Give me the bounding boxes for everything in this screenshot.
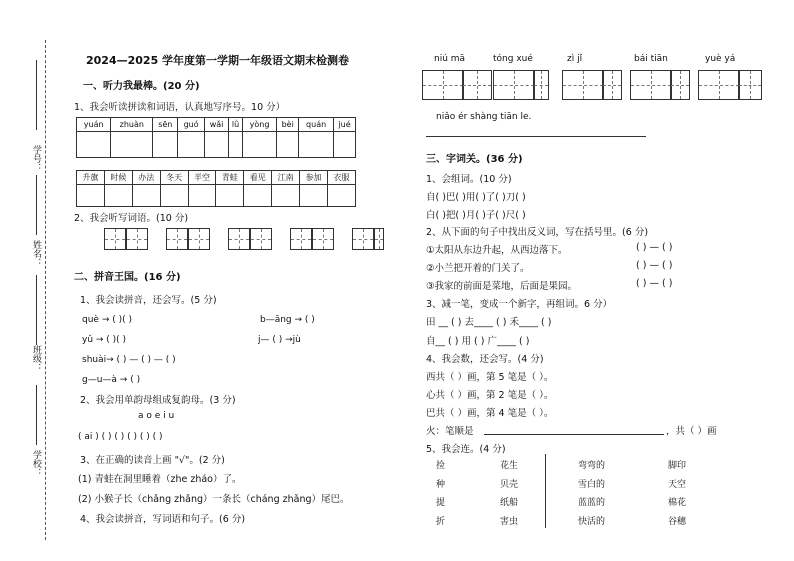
school-line (36, 385, 37, 445)
stroke-order-line[interactable] (484, 434, 664, 435)
vowel-answer-row: ( ai ) ( ) ( ) ( ) ( ) ( ) (78, 432, 163, 442)
word-cell: 衣服 (328, 171, 356, 185)
match-item[interactable]: 纸船 (500, 498, 519, 508)
class-label: 班级： (31, 345, 41, 372)
antonym-sentence-1: ①太阳从东边升起，从西边落下。 (426, 245, 568, 256)
match-item[interactable]: 快活的 (578, 516, 606, 527)
match-item[interactable]: 贝壳 (500, 479, 519, 490)
writing-box-b1[interactable] (493, 70, 535, 100)
writing-box-b2[interactable] (533, 70, 549, 100)
answer-cell[interactable] (132, 185, 160, 207)
binding-dash-line (45, 40, 46, 540)
word-group-row-2: 白( )把( )月( )子( )尺( ) (426, 210, 526, 221)
answer-cell[interactable] (229, 132, 243, 158)
match-item[interactable]: 种 (436, 479, 446, 490)
match-item[interactable]: 害虫 (500, 516, 519, 527)
match-item[interactable]: 天空 (668, 479, 687, 490)
q3-4-prompt: 4、我会数，还会写。(4 分) (426, 354, 544, 365)
word-cell: 半空 (188, 171, 216, 185)
pinyin-word-4: bái tiān (634, 54, 668, 64)
writing-box-e2[interactable] (738, 70, 762, 100)
answer-cell[interactable] (153, 132, 178, 158)
match-item[interactable]: 蓝蓝的 (578, 498, 606, 508)
q2-3-item-2: (2) 小猴子长（chǎng zhǎng）一条长（cháng zhǎng）尾巴。 (78, 494, 350, 505)
answer-cell[interactable] (160, 185, 188, 207)
q2-1-prompt: 1、我会读拼音，还会写。(5 分) (80, 295, 217, 306)
answer-cell[interactable] (104, 185, 132, 207)
match-col-1 (436, 457, 445, 531)
antonym-answer-2: ( ) — ( ) (636, 260, 673, 271)
stroke-remove-row-1: 田 __ ( ) 去____ ( ) 禾____ ( ) (426, 317, 552, 328)
word-cell: 青蛙 (216, 171, 244, 185)
match-item[interactable]: 脚印 (668, 461, 687, 471)
pinyin-sentence: niǎo ér shàng tiān le. (436, 112, 532, 122)
school-label: 学校： (31, 450, 41, 477)
answer-cell[interactable] (299, 132, 334, 158)
answer-cell[interactable] (272, 185, 300, 207)
vowel-list: a o e i u (138, 411, 175, 421)
match-item[interactable]: 花生 (500, 461, 519, 471)
pinyin-cell: wǎi (204, 118, 228, 132)
section-1-heading: 一、听力我最棒。(20 分) (83, 81, 200, 92)
pinyin-table (76, 117, 356, 158)
match-item[interactable]: 弯弯的 (578, 461, 606, 471)
word-cell: 办法 (132, 171, 160, 185)
word-group-row-1: 自( )巴( )用( )了( )刀( ) (426, 192, 526, 203)
match-item[interactable]: 谷穗 (668, 516, 687, 527)
match-item[interactable]: 雪白的 (578, 479, 606, 490)
pinyin-cell: zhuàn (111, 118, 153, 132)
word-cell: 看见 (244, 171, 272, 185)
pinyin-cell: guó (178, 118, 205, 132)
stroke-order-count: ，共（ ）画 (666, 426, 717, 437)
writing-box-d2[interactable] (670, 70, 690, 100)
writing-box-2[interactable] (166, 228, 210, 250)
answer-cell[interactable] (77, 185, 105, 207)
sentence-answer-line[interactable] (426, 136, 646, 137)
match-col-3 (578, 457, 605, 531)
pinyin-cell: yuán (77, 118, 111, 132)
pinyin-item-3: yǔ → ( )( ) (82, 335, 127, 345)
antonym-sentence-3: ③我家的前面是菜地，后面是果园。 (426, 281, 578, 292)
writing-box-4[interactable] (290, 228, 334, 250)
antonym-answer-1: ( ) — ( ) (636, 242, 673, 253)
match-item[interactable]: 提 (436, 498, 446, 508)
match-col-4 (668, 457, 686, 531)
stroke-count-1: 西共（ ）画，第 5 笔是（ ）。 (426, 372, 554, 383)
answer-cell[interactable] (111, 132, 153, 158)
pinyin-cell: yòng (242, 118, 276, 132)
pinyin-item-2: b—āng → ( ) (260, 315, 315, 325)
pinyin-cell: sēn (153, 118, 178, 132)
match-item[interactable]: 捡 (436, 461, 446, 471)
q2-2-prompt: 2、我会用单韵母组成复韵母。(3 分) (80, 395, 236, 406)
binding-strip (0, 0, 60, 561)
writing-box-3[interactable] (228, 228, 272, 250)
writing-box-5[interactable] (352, 228, 384, 250)
writing-box-c2[interactable] (602, 70, 622, 100)
answer-cell[interactable] (216, 185, 244, 207)
pinyin-word-1: niú mā (434, 54, 466, 64)
pinyin-item-5: shuài→ ( ) — ( ) — ( ) (82, 355, 176, 365)
section-3-heading: 三、字词关。(36 分) (426, 154, 523, 165)
answer-cell[interactable] (242, 132, 276, 158)
name-label: 姓名： (31, 240, 41, 267)
page-title: 2024—2025 学年度第一学期一年级语文期末检测卷 (86, 54, 350, 67)
writing-box-e1[interactable] (698, 70, 740, 100)
pinyin-cell: jué (334, 118, 356, 132)
writing-box-1[interactable] (104, 228, 148, 250)
pinyin-word-5: yuè yá (705, 54, 736, 64)
match-divider (545, 454, 546, 528)
writing-box-a2[interactable] (462, 70, 492, 100)
answer-cell[interactable] (277, 132, 299, 158)
q3-5-prompt: 5、我会连。(4 分) (426, 444, 506, 455)
class-line (36, 275, 37, 345)
q2-4-prompt: 4、我会读拼音，写词语和句子。(6 分) (80, 514, 246, 525)
writing-box-d1[interactable] (630, 70, 672, 100)
answer-cell[interactable] (300, 185, 328, 207)
stroke-count-3: 巴共（ ）画，第 4 笔是（ ）。 (426, 408, 554, 419)
antonym-sentence-2: ②小兰把开着的门关了。 (426, 263, 530, 274)
answer-cell[interactable] (188, 185, 216, 207)
stroke-count-2: 心共（ ）画，第 2 笔是（ ）。 (426, 390, 554, 401)
pinyin-cell: bèi (277, 118, 299, 132)
word-cell: 升旗 (77, 171, 105, 185)
word-cell: 冬天 (160, 171, 188, 185)
writing-box-c1[interactable] (562, 70, 604, 100)
word-cell: 参加 (300, 171, 328, 185)
writing-box-a1[interactable] (422, 70, 464, 100)
id-line (36, 60, 37, 130)
answer-cell[interactable] (77, 132, 111, 158)
q1-2-prompt: 2、我会听写词语。(10 分) (74, 213, 189, 224)
answer-cell[interactable] (178, 132, 205, 158)
id-label: 学号： (31, 145, 41, 172)
word-table (76, 170, 356, 207)
pinyin-word-3: zì jǐ (567, 54, 583, 64)
pinyin-item-1: què → ( )( ) (82, 315, 132, 325)
match-item[interactable]: 棉花 (668, 498, 687, 508)
word-cell: 时候 (104, 171, 132, 185)
q3-2-prompt: 2、从下面的句子中找出反义词，写在括号里。(6 分) (426, 227, 649, 238)
section-2-heading: 二、拼音王国。(16 分) (74, 272, 181, 283)
stroke-remove-row-2: 自__ ( ) 用 ( ) 广____ ( ) (426, 336, 530, 347)
antonym-answer-3: ( ) — ( ) (636, 278, 673, 289)
answer-cell[interactable] (244, 185, 272, 207)
name-line (36, 175, 37, 235)
answer-cell[interactable] (328, 185, 356, 207)
pinyin-cell: quán (299, 118, 334, 132)
q3-1-prompt: 1、会组词。(10 分) (426, 174, 512, 185)
word-cell: 江南 (272, 171, 300, 185)
pinyin-word-2: tóng xué (493, 54, 533, 64)
stroke-order-label: 火：笔顺是 (426, 426, 474, 437)
answer-cell[interactable] (334, 132, 356, 158)
pinyin-cell: lǜ (229, 118, 243, 132)
q2-3-item-1: (1) 青蛙在洞里睡着（zhe zháo）了。 (78, 474, 242, 485)
q3-3-prompt: 3、减一笔，变成一个新字，再组词。6 分） (426, 299, 613, 310)
q2-3-prompt: 3、在正确的读音上画 "√"。(2 分) (80, 455, 225, 466)
match-col-2 (500, 457, 518, 531)
pinyin-item-4: j— ( ) →jù (258, 335, 301, 345)
pinyin-item-6: g—u—à → ( ) (82, 375, 141, 385)
match-item[interactable]: 折 (436, 516, 446, 527)
q1-1-prompt: 1、我会听读拼读和词语，认真地写序号。10 分） (74, 102, 286, 113)
answer-cell[interactable] (204, 132, 228, 158)
